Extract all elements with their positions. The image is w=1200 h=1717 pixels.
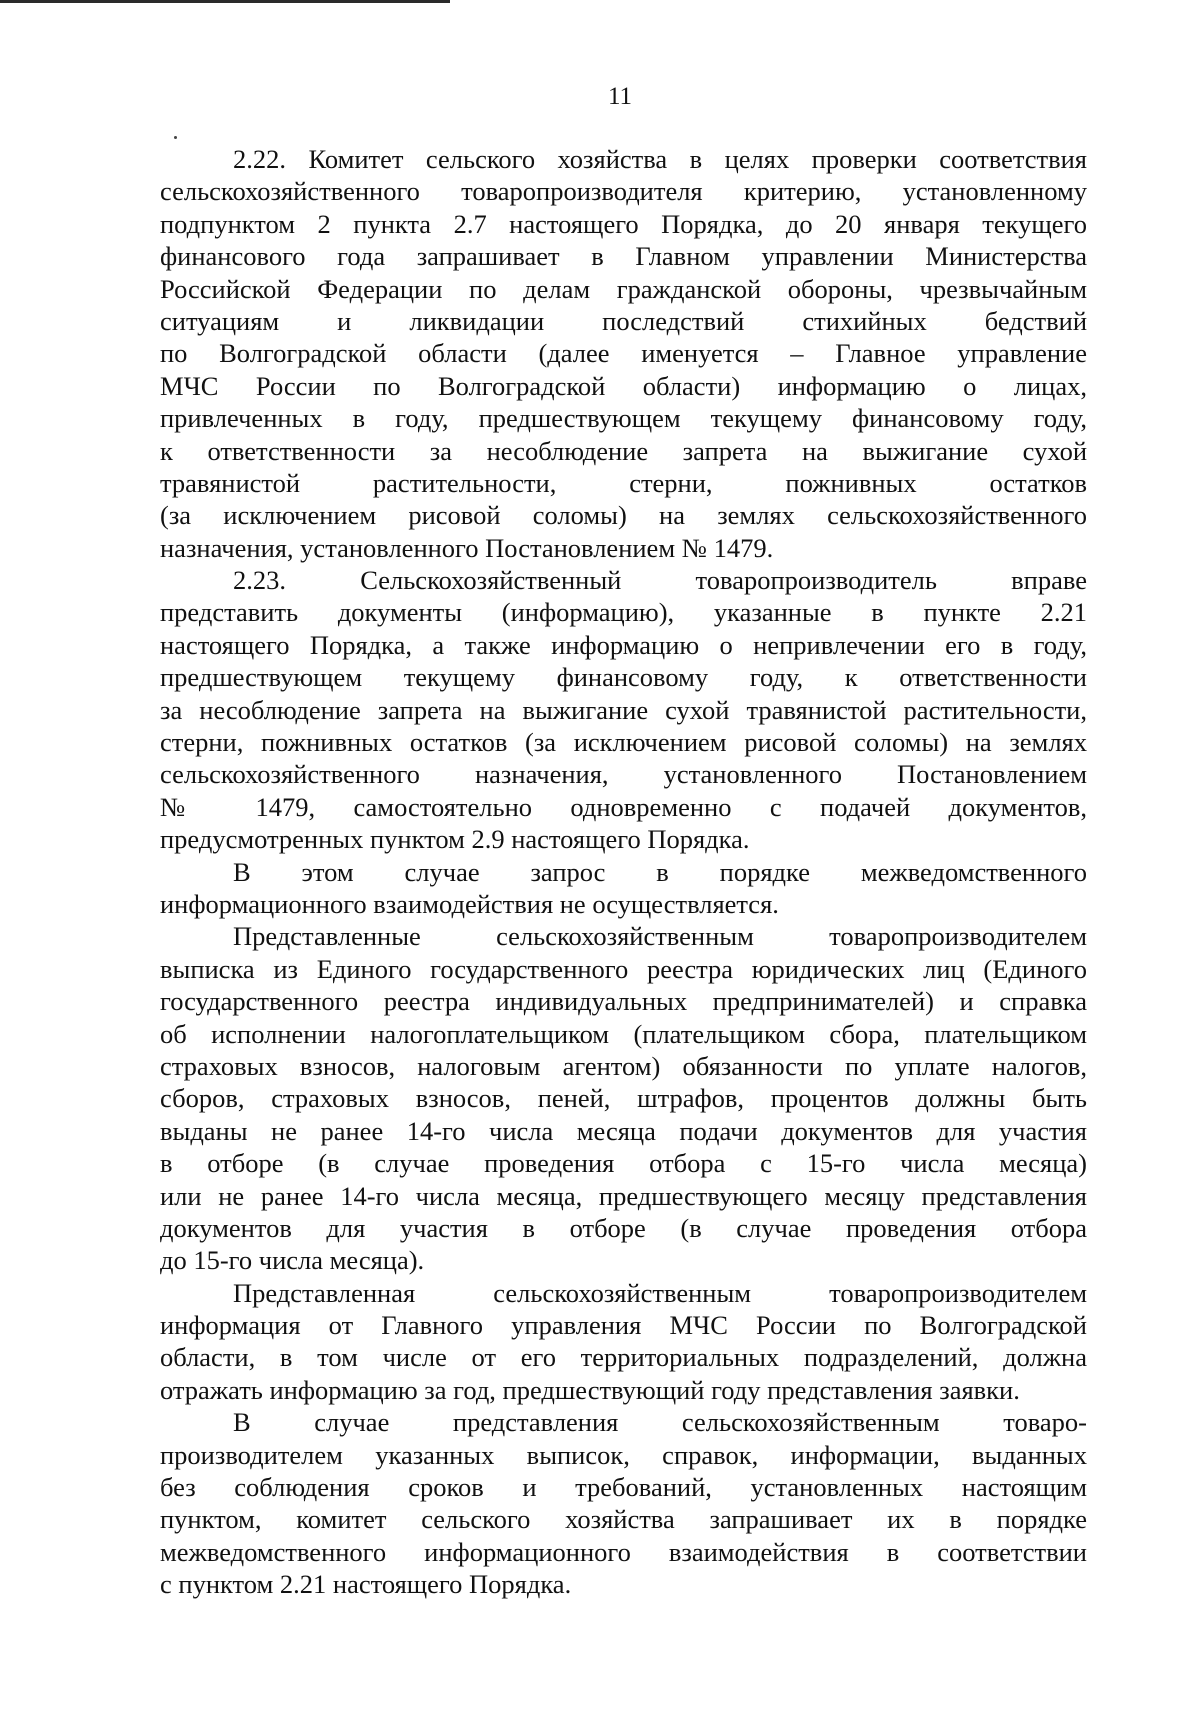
- paragraph: [160, 856, 1087, 921]
- text-line: МЧС России по Волгоградской области) информацию о лицах,: [160, 370, 1087, 401]
- text-line: В этом случае запрос в порядке межведомственного: [233, 856, 1087, 887]
- text-line: подпунктом 2 пункта 2.7 настоящего Порядка, до 20 января текущего: [160, 208, 1087, 239]
- text-line: межведомственного информационного взаимодействия в соответствии: [160, 1536, 1087, 1567]
- document-body: [160, 143, 1087, 1601]
- text-line: страховых взносов, налоговым агентом) обязанности по уплате налогов,: [160, 1050, 1087, 1081]
- text-line: информационного взаимодействия не осуществляется.: [160, 888, 779, 919]
- text-line: (за исключением рисовой соломы) на землях сельскохозяйственного: [160, 500, 1087, 531]
- text-line: отражать информацию за год, предшествующий году представления заявки.: [160, 1374, 1020, 1405]
- text-line: пунктом, комитет сельского хозяйства запрашивает их в порядке: [160, 1504, 1087, 1535]
- text-line: информация от Главного управления МЧС России по Волгоградской: [160, 1310, 1087, 1341]
- text-line: В случае представления сельскохозяйственным товаро-: [233, 1407, 1087, 1438]
- text-line: предусмотренных пунктом 2.9 настоящего Порядка.: [160, 824, 750, 855]
- text-line: Представленная сельскохозяйственным товаропроизводителем: [233, 1277, 1087, 1308]
- paragraph: [160, 564, 1087, 856]
- page-number: 11: [607, 83, 633, 110]
- text-line: ситуациям и ликвидации последствий стихийных бедствий: [160, 305, 1087, 336]
- text-line: назначения, установленного Постановлением № 1479.: [160, 532, 774, 563]
- text-line: в отборе (в случае проведения отбора с 15-го числа месяца): [160, 1148, 1087, 1179]
- text-line: № 1479, самостоятельно одновременно с подачей документов,: [160, 791, 1087, 822]
- text-line: к ответственности за несоблюдение запрета на выжигание сухой: [160, 435, 1087, 466]
- text-line: сельскохозяйственного назначения, установленного Постановлением: [160, 759, 1087, 790]
- text-line: 2.23. Сельскохозяйственный товаропроизводитель вправе: [233, 565, 1087, 596]
- text-line: государственного реестра индивидуальных предпринимателей) и справка: [160, 986, 1087, 1017]
- text-line: или не ранее 14-го числа месяца, предшествующего месяцу представления: [160, 1180, 1087, 1211]
- scan-edge-line: [0, 0, 450, 3]
- text-line: с пунктом 2.21 настоящего Порядка.: [160, 1569, 572, 1600]
- text-line: Российской Федерации по делам гражданской обороны, чрезвычайным: [160, 273, 1087, 304]
- text-line: за несоблюдение запрета на выжигание сухой травянистой растительности,: [160, 694, 1087, 725]
- text-line: по Волгоградской области (далее именуется – Главное управление: [160, 338, 1087, 369]
- paragraph: [160, 143, 1087, 564]
- text-line: 2.22. Комитет сельского хозяйства в целях проверки соответствия: [233, 144, 1087, 174]
- text-line: предшествующем текущему финансовому году, к ответственности: [160, 662, 1087, 693]
- text-line: представить документы (информацию), указанные в пункте 2.21: [160, 597, 1087, 628]
- text-line: привлеченных в году, предшествующем текущему финансовому году,: [160, 403, 1087, 434]
- text-line: сборов, страховых взносов, пеней, штрафов, процентов должны быть: [160, 1083, 1087, 1114]
- text-line: выданы не ранее 14-го числа месяца подачи документов для участия: [160, 1115, 1087, 1146]
- paragraph: [160, 920, 1087, 1276]
- text-line: области, в том числе от его территориальных подразделений, должна: [160, 1342, 1087, 1373]
- text-line: стерни, пожнивных остатков (за исключением рисовой соломы) на землях: [160, 727, 1087, 758]
- paragraph: [160, 1406, 1087, 1600]
- text-line: финансового года запрашивает в Главном управлении Министерства: [160, 241, 1087, 272]
- scan-speck: [174, 136, 177, 139]
- text-line: до 15-го числа месяца).: [160, 1245, 425, 1276]
- text-line: документов для участия в отборе (в случае проведения отбора: [160, 1212, 1087, 1243]
- text-line: об исполнении налогоплательщиком (плательщиком сбора, плательщиком: [160, 1018, 1087, 1049]
- text-line: производителем указанных выписок, справок, информации, выданных: [160, 1439, 1087, 1470]
- text-line: без соблюдения сроков и требований, установленных настоящим: [160, 1472, 1087, 1503]
- text-line: Представленные сельскохозяйственным товаропроизводителем: [233, 921, 1087, 952]
- paragraph: [160, 1277, 1087, 1407]
- text-line: сельскохозяйственного товаропроизводителя критерию, установленному: [160, 176, 1087, 207]
- text-line: настоящего Порядка, а также информацию о непривлечении его в году,: [160, 629, 1087, 660]
- text-line: травянистой растительности, стерни, пожнивных остатков: [160, 467, 1087, 498]
- text-line: выписка из Единого государственного реестра юридических лиц (Единого: [160, 953, 1087, 984]
